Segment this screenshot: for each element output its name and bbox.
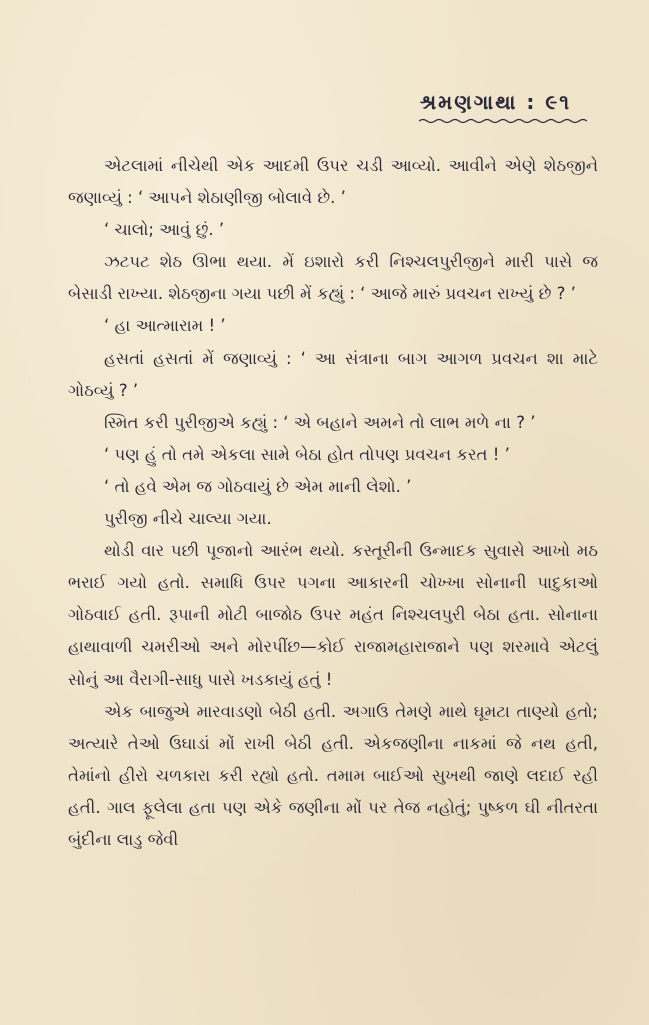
paragraph: ‘ તો હવે એમ જ ગોઠવાયું છે એમ માની લેશો. ’: [104, 476, 412, 496]
paragraph: ‘ ચાલો; આવું છું. ’: [104, 220, 225, 240]
paragraph: સ્મિત કરી પુરીજીએ કહ્યું : ‘ એ બહાને અમને તો લાભ મળે ના ? ’: [104, 412, 536, 432]
paragraph: ‘ હા આત્મારામ ! ’: [104, 316, 226, 336]
header-wavy-rule: [419, 118, 587, 124]
paragraph: હસતાં હસતાં મેં જણાવ્યું : ‘ આ સંત્રાના બાગ આગળ પ્રવચન શા માટે ગોઠવ્યું ? ’: [68, 348, 598, 400]
paragraph: એક બાજુએ મારવાડણો બેઠી હતી. અગાઉ તેમણે માથે ઘૂમટા તાણ્યો હતો; અત્યારે તેઓ ઉઘાડાં મોં રાખી બેઠી હતી. એકજણીના નાકમાં જે નથ હતી, તેમાંનો હીરો ચળકારા કરી રહ્યો હતો. તમામ બાઈઓ સુખથી જાણે લદાઈ રહી હતી. ગાલ ફૂલેલા હતા પણ એકે જણીના મોં પર તેજ નહોતું; પુષ્કળ ઘી નીતરતા બુંદીના લાડુ જેવી: [68, 701, 598, 849]
paragraph: એટલામાં નીચેથી એક આદમી ઉપર ચડી આવ્યો. આવીને એણે શેઠજીને જણાવ્યું : ‘ આપને શેઠાણીજી બોલાવે છે. ’: [68, 156, 598, 208]
paragraph: ઝટપટ શેઠ ઊભા થયા. મેં ઇશારો કરી નિશ્ચલપુરીજીને મારી પાસે જ બેસાડી રાખ્યા. શેઠજીના ગયા પછી મેં કહ્યું : ‘ આજે મારું પ્રવચન રાખ્યું છે ? ’: [68, 252, 598, 304]
paragraph: પુરીજી નીચે ચાલ્યા ગયા.: [104, 509, 272, 529]
body-text: [68, 150, 598, 856]
running-header: શ્રમણગાથા : ૯૧: [419, 90, 571, 114]
paragraph: ‘ પણ હું તો તમે એકલા સામે બેઠા હોત તોપણ પ્રવચન કરત ! ’: [104, 444, 510, 464]
paragraph: થોડી વાર પછી પૂજાનો આરંભ થયો. કસ્તૂરીની ઉન્માદક સુવાસે આખો મઠ ભરાઈ ગયો હતો. સમાધિ ઉપર પગના આકારની ચોખ્ખા સોનાની પાદુકાઓ ગોઠવાઈ હતી. રૂપાની મોટી બાજોઠ ઉપર મહંત નિશ્ચલપુરી બેઠા હતા. સોનાના હાથાવાળી ચમરીઓ અને મોરપીંછ—કોઈ રાજામહારાજાને પણ શરમાવે એટલું સોનું આ વૈરાગી-સાધુ પાસે ખડકાયું હતું !: [68, 541, 598, 689]
